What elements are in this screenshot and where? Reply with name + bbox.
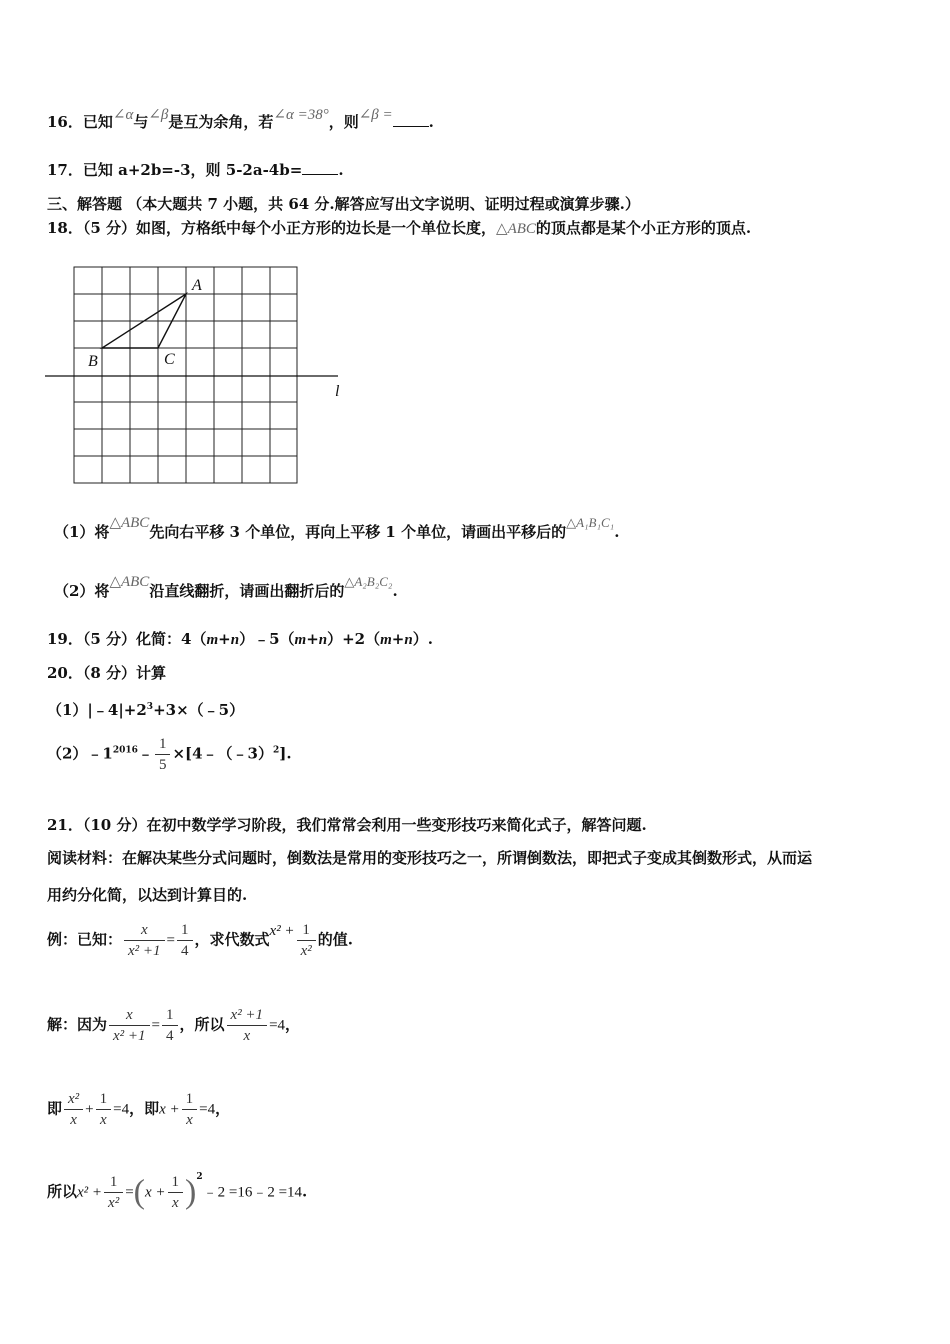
ji: 即 (47, 1099, 63, 1118)
var-n: n (230, 632, 240, 648)
q16-mid: 是互为余角，若 (168, 113, 274, 131)
denominator: 4 (181, 943, 189, 959)
q18-part1 (54, 515, 620, 543)
exponent: 2016 (112, 745, 138, 756)
var-m: m (380, 632, 392, 648)
q17-text: 17．已知 a+2b=-3，则 5-2a-4b= (47, 161, 303, 179)
denominator: x (186, 1112, 193, 1128)
grid-lines (74, 267, 297, 483)
q20-p2-c: ×[4﹣（﹣3） (172, 744, 273, 763)
k-end: ， (215, 1099, 231, 1118)
p2-triangle: △ABC (109, 574, 150, 590)
fraction (64, 1089, 83, 1130)
denominator: x (70, 1112, 77, 1128)
denominator: x (100, 1112, 107, 1128)
q20-p2-b: ﹣ (137, 744, 153, 763)
q20-p2-d: ]. (279, 744, 292, 763)
q18-part2 (54, 574, 398, 602)
q16-end: . (428, 113, 434, 131)
so: 所以 (47, 1182, 78, 1201)
fraction (227, 1005, 268, 1046)
ji2: ，即 (129, 1099, 160, 1118)
angle-beta: ∠β (148, 107, 169, 123)
numerator: x² +1 (227, 1005, 268, 1026)
fraction (162, 1005, 178, 1046)
denominator: x² +1 (113, 1028, 146, 1044)
p2-end: . (392, 582, 398, 600)
exponent: 2 (196, 1171, 203, 1182)
answer-blank (302, 160, 338, 175)
equals: =4 (199, 1101, 216, 1118)
q19-d: ）. (412, 630, 433, 648)
plus: + (306, 630, 319, 648)
p2-mid: 沿直线翻折，请画出翻折后的 (149, 582, 345, 600)
q21-read1: 阅读材料：在解决某些分式问题时，倒数法是常用的变形技巧之一，所谓倒数法，即把式子变成其倒数形式，从而运 (47, 849, 813, 867)
p2-result: △A₂B₂C₂ (344, 574, 393, 589)
q21-solution (47, 1005, 300, 1046)
var-n: n (404, 632, 413, 648)
answer-blank (393, 112, 429, 127)
sol-pre: 解：因为 (47, 1015, 108, 1034)
q21-example (47, 920, 353, 961)
label-l: l (335, 383, 340, 400)
fraction (168, 1172, 184, 1213)
q19-a: 19．（5 分）化简：4（ (47, 630, 207, 648)
plus: + (391, 630, 405, 648)
equals: = (166, 932, 176, 949)
equals: = (125, 1184, 134, 1201)
ex-end: 的值. (317, 930, 353, 949)
p1-pre: （1）将 (54, 523, 110, 541)
denominator: 5 (158, 757, 167, 773)
s-end: . (302, 1182, 308, 1201)
numerator: x² (64, 1089, 83, 1110)
q20-p1-a: （1）|﹣4|+2 (47, 701, 147, 719)
numerator: x (124, 920, 165, 941)
q19-c: ）+2（ (327, 630, 381, 648)
sol-mid: ，所以 (179, 1015, 225, 1034)
q20-part2 (47, 734, 292, 775)
plus: + (218, 630, 231, 648)
q16-and: 与 (133, 113, 149, 131)
label-a: A (192, 277, 202, 294)
fraction-one-fifth (155, 734, 171, 775)
ex-pre: 例：已知： (47, 930, 123, 949)
numerator: 1 (182, 1089, 198, 1110)
q20-title: 20．（8 分）计算 (47, 664, 167, 682)
p1-mid: 先向右平移 3 个单位，再向上平移 1 个单位，请画出平移后的 (149, 523, 567, 541)
var-m: m (206, 632, 219, 648)
fraction (177, 920, 193, 961)
q18-text: 18．（5 分）如图，方格纸中每个小正方形的边长是一个单位长度， (47, 219, 497, 237)
q21-title: 21．（10 分）在初中数学学习阶段，我们常常会利用一些变形技巧来简化式子，解答问题. (47, 816, 647, 834)
q20-p1-b: +3×（﹣5） (153, 701, 245, 719)
fraction (104, 1172, 123, 1213)
q16-then: ，则 (328, 113, 359, 131)
triangle-abc: △ABC (496, 221, 536, 237)
q21-step (47, 1089, 230, 1130)
exponent: 2 (273, 745, 280, 756)
numerator: x (109, 1005, 150, 1026)
denominator: x² (300, 943, 312, 959)
q21-read2: 用约分化简，以达到计算目的. (47, 886, 248, 904)
q18-text2: 的顶点都是某个小正方形的顶点. (535, 219, 752, 237)
p1-end: . (614, 523, 620, 541)
fraction (124, 920, 165, 961)
expr: x + (159, 1101, 180, 1118)
q16-given: ∠α =38° (273, 107, 329, 123)
numerator: 1 (96, 1089, 112, 1110)
label-c: C (164, 351, 175, 368)
fraction (109, 1005, 150, 1046)
numerator: 1 (162, 1005, 178, 1026)
fraction (96, 1089, 112, 1130)
equals: =4 (269, 1017, 286, 1034)
p1-triangle: △ABC (109, 515, 150, 531)
right-paren: ) (185, 1173, 197, 1211)
section-heading: 三、解答题 （本大题共 7 小题，共 64 分.解答应写出文字说明、证明过程或演算步骤.） (47, 195, 640, 213)
var-n: n (318, 632, 328, 648)
var-m: m (294, 632, 307, 648)
result: ﹣2 =16﹣2 =14 (202, 1184, 303, 1201)
q20-p2-a: （2）﹣1 (47, 744, 113, 763)
numerator: 1 (104, 1172, 123, 1193)
sol2-end: ， (285, 1015, 301, 1034)
denominator: 4 (166, 1028, 174, 1044)
denominator: x² +1 (128, 943, 161, 959)
expr: x² + (269, 922, 295, 939)
fraction (182, 1089, 198, 1130)
plus: + (85, 1101, 94, 1118)
p1-result: △A₁B₁C₁ (566, 515, 615, 530)
numerator: 1 (168, 1172, 184, 1193)
equals: =4 (113, 1101, 130, 1118)
question-19 (47, 629, 433, 650)
numerator: 1 (297, 920, 316, 941)
q16-ask: ∠β = (358, 107, 393, 123)
angle-alpha: ∠α (112, 107, 134, 123)
denominator: x (171, 1195, 179, 1211)
denominator: x² (108, 1195, 120, 1211)
question-17 (47, 160, 344, 180)
numerator: 1 (155, 734, 171, 755)
equals: = (151, 1017, 161, 1034)
q19-b: ）﹣5（ (239, 630, 295, 648)
q21-conclusion (47, 1172, 307, 1213)
label-b: B (88, 353, 98, 370)
exponent: 3 (146, 702, 154, 712)
p2-pre: （2）将 (54, 582, 110, 600)
q20-part1 (47, 697, 244, 720)
fraction (297, 920, 316, 961)
grid-figure (40, 260, 360, 490)
denominator: x (243, 1028, 251, 1044)
left-paren: ( (133, 1173, 145, 1211)
q16-prefix: 16．已知 (47, 113, 113, 131)
numerator: 1 (177, 920, 193, 941)
ex-mid: ，求代数式 (194, 930, 270, 949)
question-16 (47, 107, 434, 133)
expr: x² + (77, 1184, 103, 1201)
expr: x + (145, 1184, 166, 1201)
q17-end: . (338, 161, 344, 179)
question-18 (47, 218, 751, 239)
